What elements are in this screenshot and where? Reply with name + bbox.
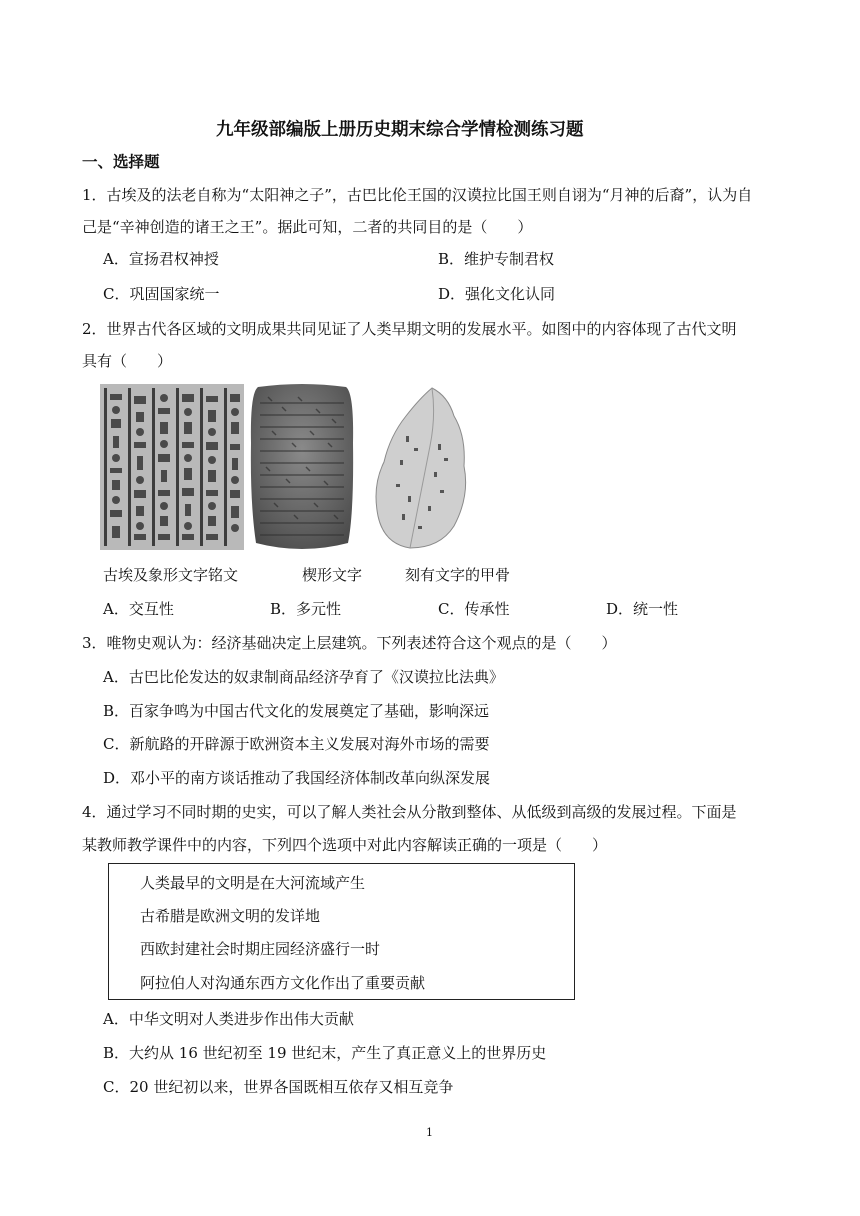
question-2-option-c: C．传承性: [438, 600, 510, 618]
question-1-stem-line1: 1．古埃及的法老自称为“太阳神之子”，古巴比伦王国的汉谟拉比国王则自诩为“月神的后裔”，认为自: [82, 186, 753, 204]
question-1-stem-line2: 己是“辛神创造的诸王之王”。据此可知，二者的共同目的是（ ）: [82, 218, 533, 236]
question-2-option-d: D．统一性: [606, 600, 679, 618]
question-1-option-d: D．强化文化认同: [438, 285, 556, 303]
question-4-stem-line1: 4．通过学习不同时期的史实，可以了解人类社会从分散到整体、从低级到高级的发展过程。下面是: [82, 803, 737, 821]
question-2-option-a: A．交互性: [103, 600, 174, 618]
section-heading-choice: 一、选择题: [82, 153, 160, 171]
material-box-line-3: 西欧封建社会时期庄园经济盛行一时: [140, 940, 381, 958]
question-4-option-c: C．20 世纪初以来，世界各国既相互依存又相互竞争: [103, 1078, 454, 1096]
cuneiform-tablet-image: [248, 383, 356, 553]
page-title: 九年级部编版上册历史期末综合学情检测练习题: [216, 120, 584, 140]
question-4-option-a: A．中华文明对人类进步作出伟大贡献: [103, 1010, 354, 1028]
question-2-option-b: B．多元性: [270, 600, 342, 618]
question-4-option-b: B．大约从 16 世纪初至 19 世纪末，产生了真正意义上的世界历史: [103, 1044, 547, 1062]
figure-caption-cuneiform: 楔形文字: [302, 566, 363, 584]
question-2-stem-line1: 2．世界古代各区域的文明成果共同见证了人类早期文明的发展水平。如图中的内容体现了古代文明: [82, 320, 737, 338]
question-3-option-a: A．古巴比伦发达的奴隶制商品经济孕育了《汉谟拉比法典》: [103, 668, 504, 686]
question-1-option-c: C．巩固国家统一: [103, 285, 220, 303]
material-box-line-2: 古希腊是欧洲文明的发详地: [140, 907, 321, 925]
page-number: 1: [426, 1126, 433, 1139]
question-4-stem-line2: 某教师教学课件中的内容，下列四个选项中对此内容解读正确的一项是（ ）: [82, 836, 608, 854]
figure-caption-oracle-bone: 刻有文字的甲骨: [405, 566, 511, 584]
question-1-option-a: A．宣扬君权神授: [103, 250, 219, 268]
material-box-line-1: 人类最早的文明是在大河流域产生: [140, 874, 366, 892]
question-3-option-c: C．新航路的开辟源于欧洲资本主义发展对海外市场的需要: [103, 735, 490, 753]
figure-caption-hieroglyph: 古埃及象形文字铭文: [103, 566, 239, 584]
question-3-stem: 3．唯物史观认为：经济基础决定上层建筑。下列表述符合这个观点的是（ ）: [82, 634, 617, 652]
question-3-option-b: B．百家争鸣为中国古代文化的发展奠定了基础，影响深远: [103, 702, 490, 720]
question-1-option-b: B．维护专制君权: [438, 250, 555, 268]
oracle-bone-image: [370, 386, 474, 552]
question-3-option-d: D．邓小平的南方谈话推动了我国经济体制改革向纵深发展: [103, 769, 491, 787]
question-2-stem-line2: 具有（ ）: [82, 352, 173, 370]
material-box-line-4: 阿拉伯人对沟通东西方文化作出了重要贡献: [140, 974, 426, 992]
hieroglyph-inscription-image: [100, 384, 244, 550]
